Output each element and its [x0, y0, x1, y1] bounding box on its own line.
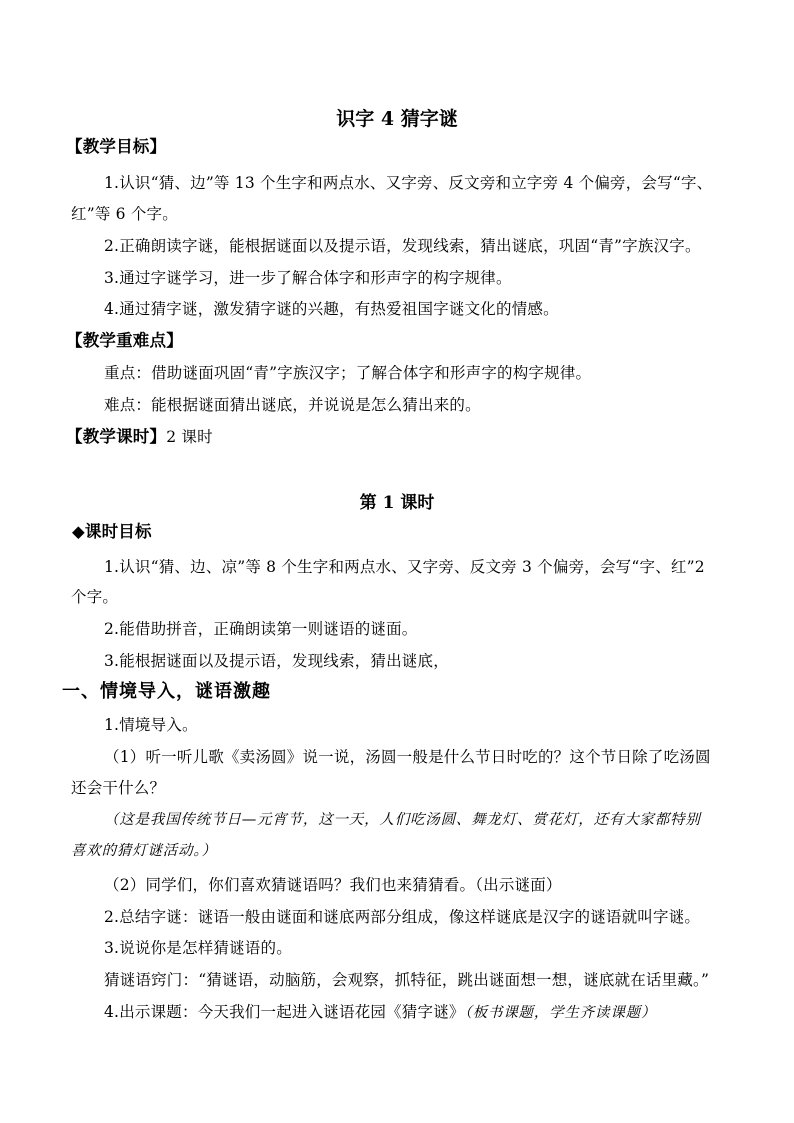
lesson1-goal-item: 3.能根据谜面以及提示语，发现线索，猜出谜底， [104, 652, 449, 670]
hours-value: 2 课时 [166, 428, 213, 446]
section1-line: 还会干什么？ [71, 779, 166, 797]
lesson1-title: 第 1 课时 [359, 493, 435, 513]
hours-row [66, 426, 213, 448]
goal-item: 红”等 6 个字。 [71, 205, 178, 223]
goal-item: 1.认识“猜、边”等 13 个生字和两点水、又字旁、反文旁和立字旁 4 个偏旁，会写“字、 [104, 174, 713, 192]
goal-item: 3.通过字谜学习，进一步了解合体字和形声字的构字规律。 [104, 269, 512, 287]
section1-line: 3.说说你是怎样猜谜语的。 [104, 939, 292, 957]
section1-line-row [104, 1001, 656, 1024]
section1-line: 4.出示课题：今天我们一起进入谜语花园《猜字谜》 [104, 1003, 465, 1021]
section1-line: （1）听一听儿歌《卖汤圆》说一说，汤圆一般是什么节日时吃的？这个节日除了吃汤圆 [104, 748, 711, 766]
lesson1-goal-item: 2.能借助拼音，正确朗读第一则谜语的谜面。 [104, 620, 418, 638]
lesson1-goal-item: 个字。 [71, 588, 119, 606]
page-title: 识字 4 猜字谜 [336, 108, 458, 130]
hours-heading: 【教学课时】 [66, 427, 167, 446]
section1-heading: 一、情境导入，谜语激趣 [62, 681, 271, 702]
section1-line: 2.总结字谜：谜语一般由谜面和谜底两部分组成，像这样谜底是汉字的谜语就叫字谜。 [104, 908, 701, 926]
key-point: 重点：借助谜面巩固“青”字族汉字；了解合体字和形声字的构字规律。 [104, 364, 592, 382]
goal-item: 4.通过猜字谜，激发猜字谜的兴趣，有热爱祖国字谜文化的情感。 [104, 300, 559, 318]
goals-heading: 【教学目标】 [66, 137, 167, 156]
section1-note: 喜欢的猜灯谜活动。） [71, 843, 217, 859]
difficulty-point: 难点：能根据谜面猜出谜底，并说说是怎么猜出来的。 [104, 396, 481, 414]
section1-line: 猜谜语窍门：“猜谜语，动脑筋，会观察，抓特征，跳出谜面想一想，谜底就在话里藏。” [104, 971, 710, 989]
keypoints-heading: 【教学重难点】 [66, 331, 183, 350]
goal-item: 2.正确朗读字谜，能根据谜面以及提示语，发现线索，猜出谜底，巩固“青”字族汉字。 [104, 237, 701, 255]
section1-line: 1.情境导入。 [104, 716, 198, 734]
lesson1-goal-heading: ◆课时目标 [72, 522, 152, 541]
section1-note: （板书课题，学生齐读课题） [464, 1005, 657, 1021]
section1-line: （2）同学们，你们喜欢猜谜语吗？我们也来猜猜看。（出示谜面） [104, 876, 562, 894]
section1-note: （这是我国传统节日—元宵节，这一天，人们吃汤圆、舞龙灯、赏花灯，还有大家都特别 [104, 812, 701, 828]
lesson1-goal-item: 1.认识“猜、边、凉”等 8 个生字和两点水、又字旁、反文旁 3 个偏旁，会写“字、红”2 [104, 558, 705, 576]
